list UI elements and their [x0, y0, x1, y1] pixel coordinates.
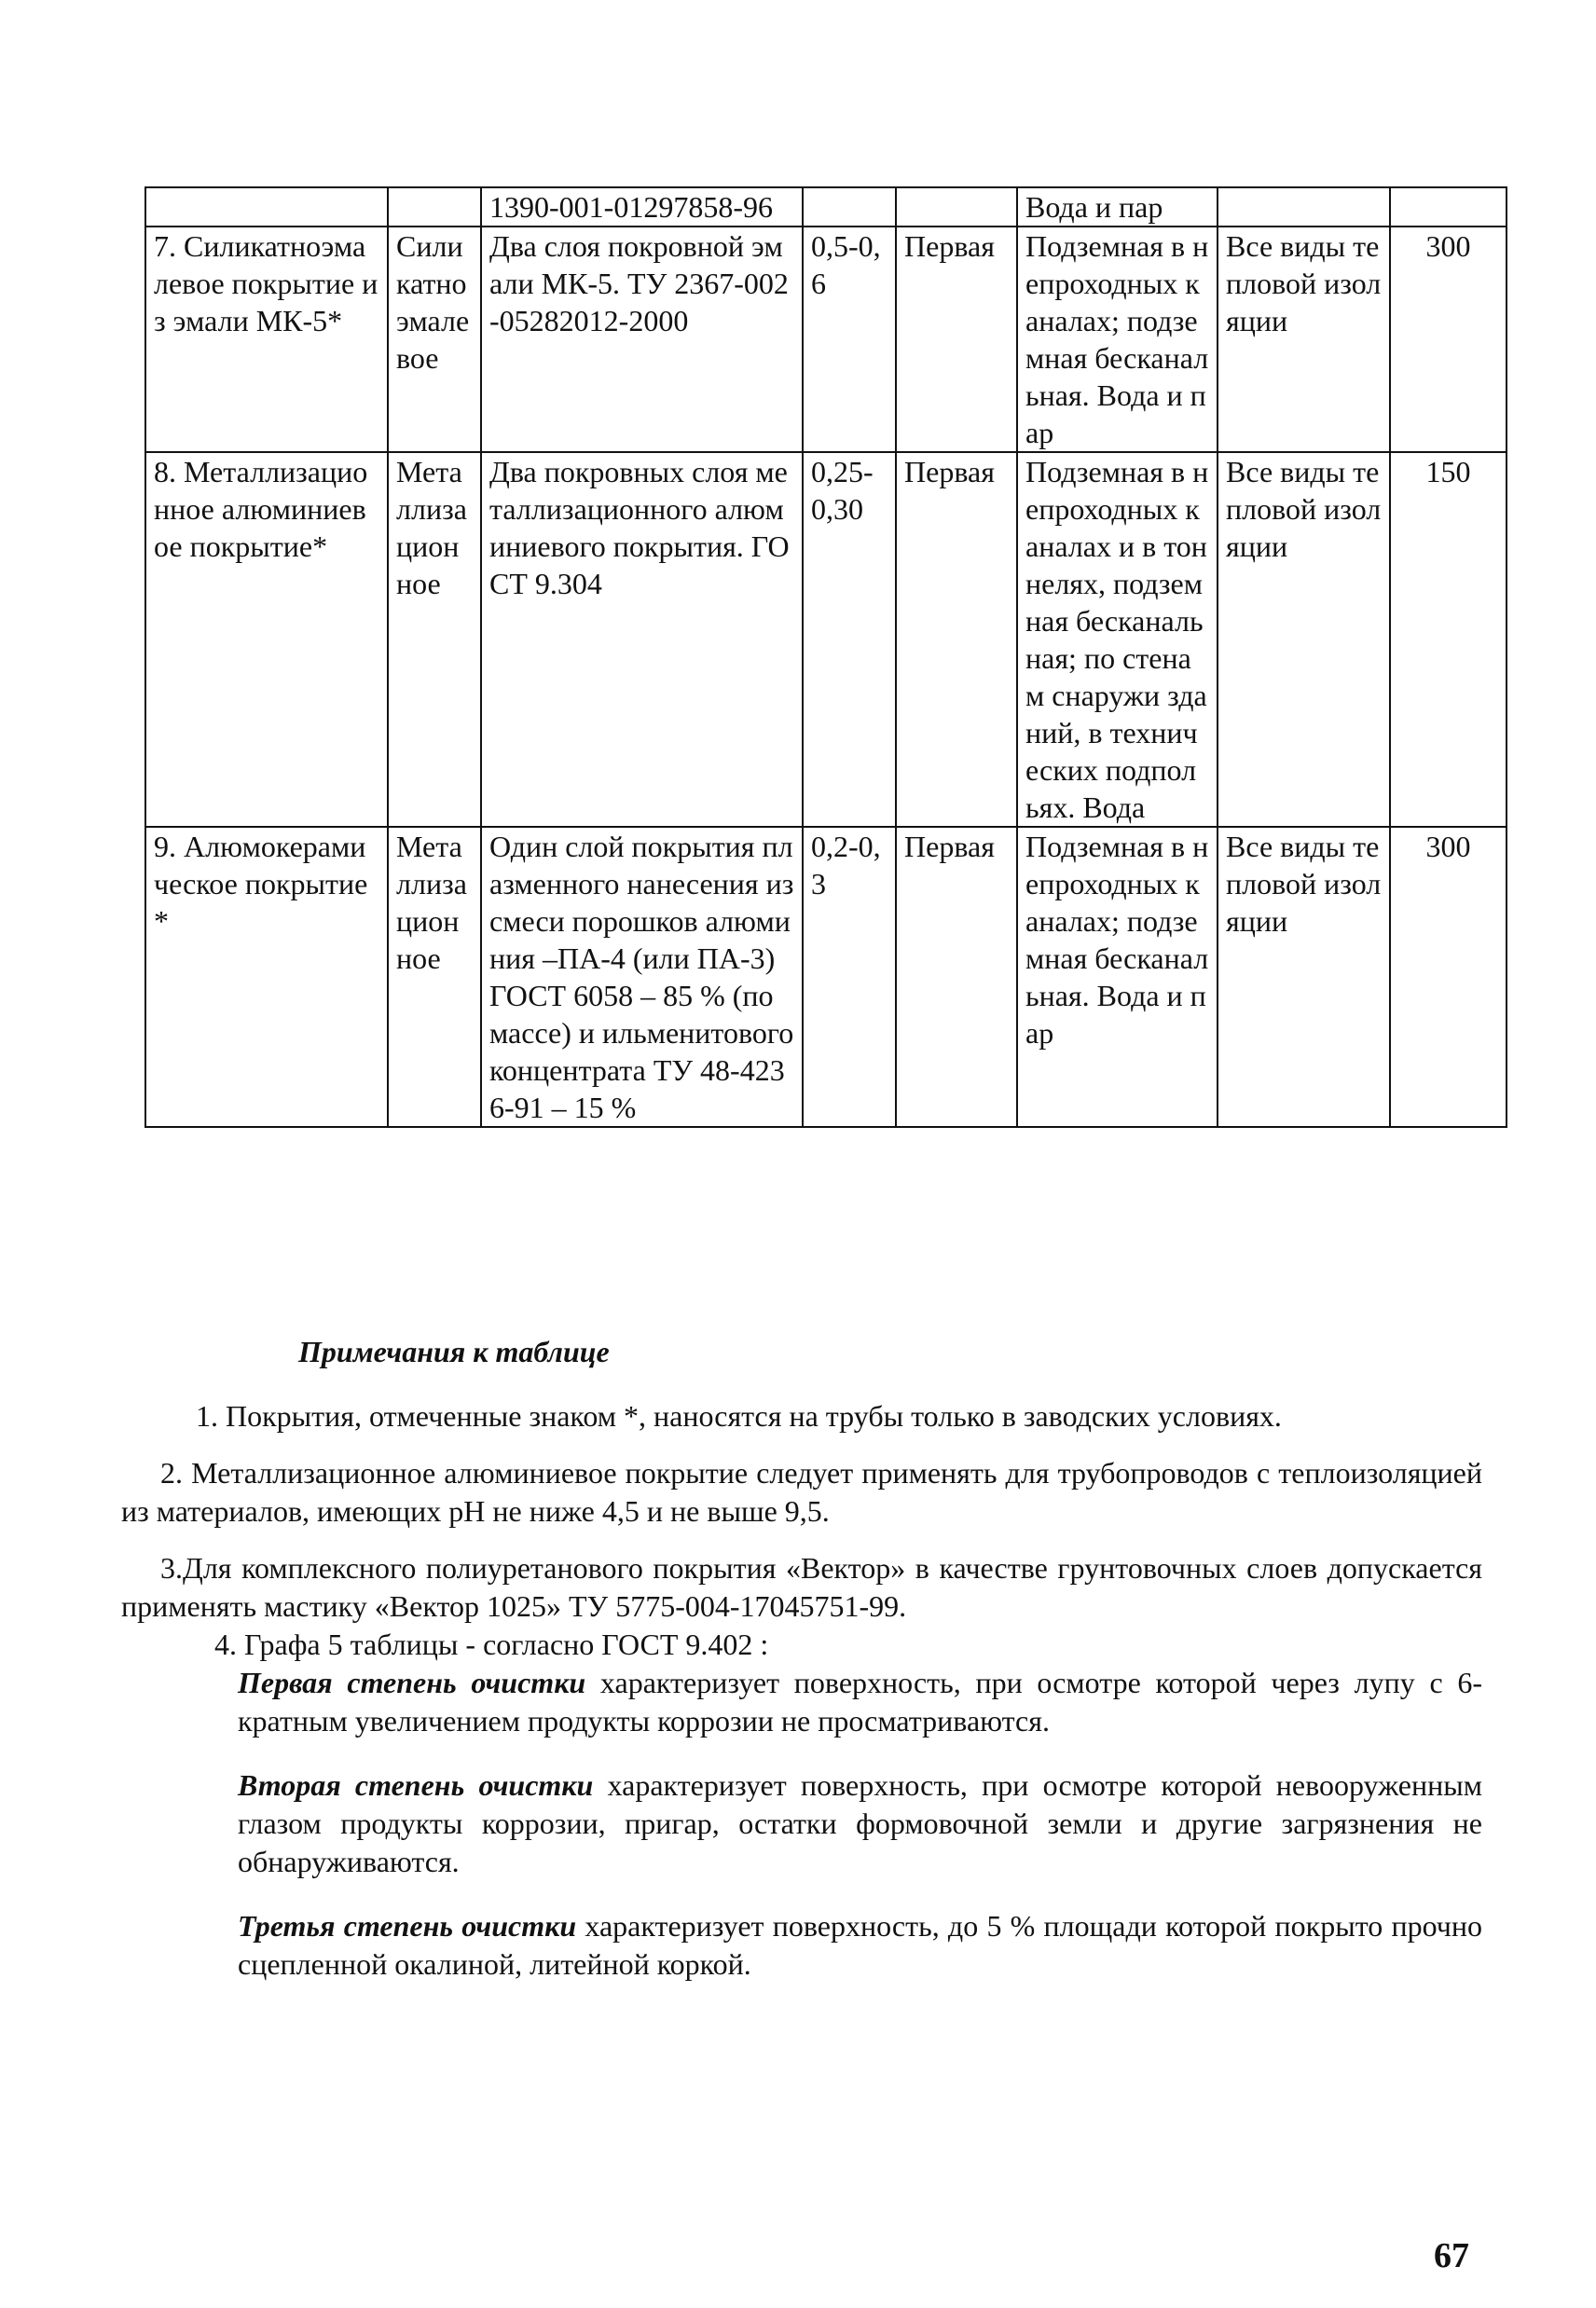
cleaning-degree-1-text: характеризует поверхность, при осмотре которой через лупу с 6-кратным увеличением продукты коррозии не просматриваются. [238, 1666, 1483, 1738]
cleaning-degree-2-term: Вторая степень очистки [238, 1768, 594, 1802]
table-cell: 9. Алюмокерамическое покрытие* [145, 827, 388, 1127]
table-cell: 0,2-0,3 [803, 827, 896, 1127]
cleaning-degree-2-text: характеризует поверхность, при осмотре которой невооруженным глазом продукты коррозии, пригар, остатки формовочной земли и другие загрязнения не обнаруживаются. [238, 1768, 1483, 1878]
table-cell: Вода и пар [1017, 187, 1218, 227]
coatings-table [144, 186, 1507, 1128]
notes-section [121, 1333, 1483, 2010]
table-cell [388, 187, 481, 227]
table-cell: 300 [1390, 227, 1507, 452]
coatings-table-wrapper [144, 186, 1506, 1128]
cleaning-degree-3 [238, 1907, 1482, 1984]
cleaning-degree-3-text: характеризует поверхность, до 5 % площади которой покрыто прочно сцепленной окалиной, литейной коркой. [238, 1909, 1483, 1981]
table-cell: 8. Металлизационное алюминиевое покрытие* [145, 452, 388, 827]
table-cell: Два слоя покровной эмали МК-5. ТУ 2367-002-05282012-2000 [481, 227, 803, 452]
table-cell: Все виды тепловой изоляции [1218, 452, 1390, 827]
table-row [145, 227, 1507, 452]
cleaning-degree-1-term: Первая степень очистки [238, 1666, 586, 1699]
cleaning-degree-3-term: Третья степень очистки [238, 1909, 577, 1943]
table-cell [896, 187, 1017, 227]
table-row [145, 187, 1507, 227]
table-cell [145, 187, 388, 227]
table-cell [1390, 187, 1507, 227]
table-cell: Металлизационное [388, 827, 481, 1127]
note-3: 3.Для комплексного полиуретанового покрытия «Вектор» в качестве грунтовочных слоев допускается применять мастику «Вектор 1025» ТУ 5775-004-17045751-99. [121, 1551, 1482, 1623]
table-cell: 150 [1390, 452, 1507, 827]
page-number: 67 [1434, 2236, 1469, 2275]
notes-title: Примечания к таблице [298, 1335, 610, 1368]
table-cell [1218, 187, 1390, 227]
table-cell: Металлизационное [388, 452, 481, 827]
note-2: 2. Металлизационное алюминиевое покрытие следует применять для трубопроводов с теплоизоляцией из материалов, имеющих рН не ниже 4,5 и не выше 9,5. [121, 1456, 1482, 1528]
table-cell: 300 [1390, 827, 1507, 1127]
table-cell: 0,5-0,6 [803, 227, 896, 452]
table-cell: Подземная в непроходных каналах и в тоннелях, подземная бесканальная; по стенам снаружи зданий, в технических подпольях. Вода [1017, 452, 1218, 827]
table-cell: Все виды тепловой изоляции [1218, 227, 1390, 452]
cleaning-degree-2 [238, 1766, 1482, 1881]
table-cell: Подземная в непроходных каналах; подземная бесканальная. Вода и пар [1017, 227, 1218, 452]
table-cell [803, 187, 896, 227]
note-1: 1. Покрытия, отмеченные знаком *, наносятся на трубы только в заводских условиях. [196, 1399, 1282, 1433]
table-row [145, 452, 1507, 827]
note-4: 4. Графа 5 таблицы - согласно ГОСТ 9.402 : [214, 1628, 769, 1661]
table-cell: 0,25-0,30 [803, 452, 896, 827]
table-cell: 1390-001-01297858-96 [481, 187, 803, 227]
table-cell: Первая [896, 227, 1017, 452]
table-cell: Один слой покрытия плазменного нанесения из смеси порошков алюминия –ПА-4 (или ПА-3) ГОСТ 6058 – 85 % (по массе) и ильменитового концентрата ТУ 48-4236-91 – 15 % [481, 827, 803, 1127]
cleaning-degree-1 [238, 1664, 1482, 1740]
table-cell: Все виды тепловой изоляции [1218, 827, 1390, 1127]
table-cell: 7. Силикатноэмалевое покрытие из эмали МК-5* [145, 227, 388, 452]
table-cell: Силикатноэмалевое [388, 227, 481, 452]
table-cell: Первая [896, 452, 1017, 827]
table-cell: Два покровных слоя металлизационного алюминиевого покрытия. ГОСТ 9.304 [481, 452, 803, 827]
table-cell: Первая [896, 827, 1017, 1127]
table-cell: Подземная в непроходных каналах; подземная бесканальная. Вода и пар [1017, 827, 1218, 1127]
table-row [145, 827, 1507, 1127]
